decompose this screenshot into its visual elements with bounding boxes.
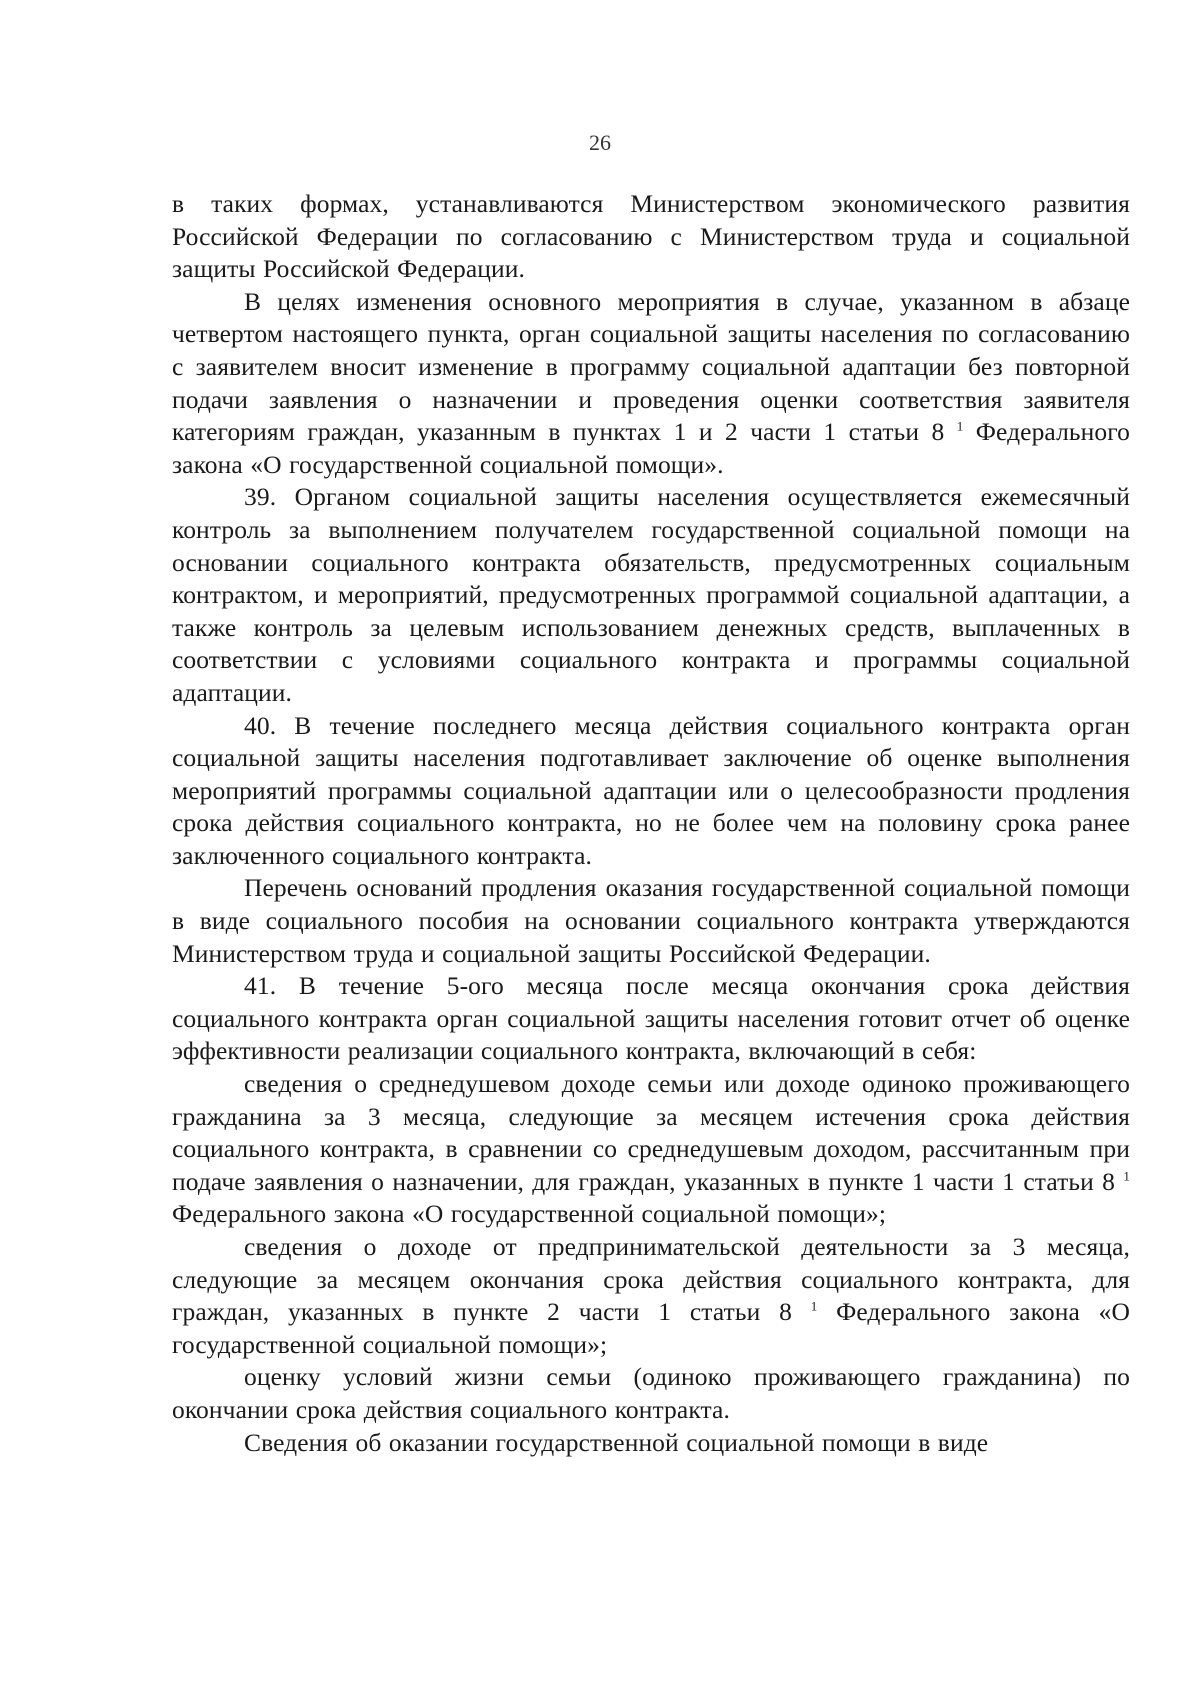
paragraph: сведения о доходе от предпринимательской деятельности за 3 месяца, следующие за месяцем окончания срока действия социального контракта, для граждан, указанных в пункте 2 части 1 статьи 8 $^1$ Федерального закона «О государственной социальной помощи»; — [172, 1232, 1130, 1359]
paragraph: оценку условий жизни семьи (одиноко проживающего гражданина) по окончании срока действия социального контракта. — [172, 1362, 1130, 1424]
page-number: 26 — [589, 130, 611, 155]
superscript-1: 1 — [810, 1298, 818, 1314]
paragraph: в таких формах, устанавливаются Министерством экономического развития Российской Федерации по согласованию с Министерством труда и социальной защиты Российской Федерации. — [172, 189, 1130, 284]
superscript-1: 1 — [1123, 1168, 1130, 1184]
document-body — [172, 188, 1130, 1459]
paragraph: Перечень оснований продления оказания государственной социальной помощи в виде социального пособия на основании социального контракта утверждаются Министерством труда и социальной защиты Российской Федерации. — [172, 873, 1130, 968]
paragraph-item-41: 41. В течение 5-ого месяца после месяца окончания срока действия социального контракта орган социальной защиты населения готовит отчет об оценке эффективности реализации социального контракта, включающий в себя: — [172, 971, 1130, 1066]
paragraph: Сведения об оказании государственной социальной помощи в виде — [244, 1427, 989, 1457]
paragraph-item-40: 40. В течение последнего месяца действия социального контракта орган социальной защиты населения подготавливает заключение об оценке выполнения мероприятий программы социальной адаптации или о целесообразности продления срока действия социального контракта, но не более чем на половину срока ранее заключенного социального контракта. — [172, 710, 1130, 870]
paragraph: сведения о среднедушевом доходе семьи или доходе одиноко проживающего гражданина за 3 месяца, следующие за месяцем истечения срока действия социального контракта, в сравнении со среднедушевым доходом, рассчитанным при подаче заявления о назначении, для граждан, указанных в пункте 1 части 1 статьи 8 $^1$ Федерального закона «О государственной социальной помощи»; — [172, 1069, 1130, 1229]
paragraph: В целях изменения основного мероприятия в случае, указанном в абзаце четвертом настоящего пункта, орган социальной защиты населения по согласованию с заявителем вносит изменение в программу социальной адаптации без повторной подачи заявления о назначении и проведения оценки соответствия заявителя категориям граждан, указанным в пунктах 1 и 2 части 1 статьи 8 $^1$ Федерального закона «О государственной социальной помощи». — [172, 286, 1130, 479]
paragraph-item-39: 39. Органом социальной защиты населения осуществляется ежемесячный контроль за выполнением получателем государственной социальной помощи на основании социального контракта обязательств, предусмотренных социальным контрактом, и мероприятий, предусмотренных программой социальной адаптации, а также контроль за целевым использованием денежных средств, выплаченных в соответствии с условиями социального контракта и программы социальной адаптации. — [172, 482, 1130, 707]
superscript-1: 1 — [956, 418, 964, 434]
